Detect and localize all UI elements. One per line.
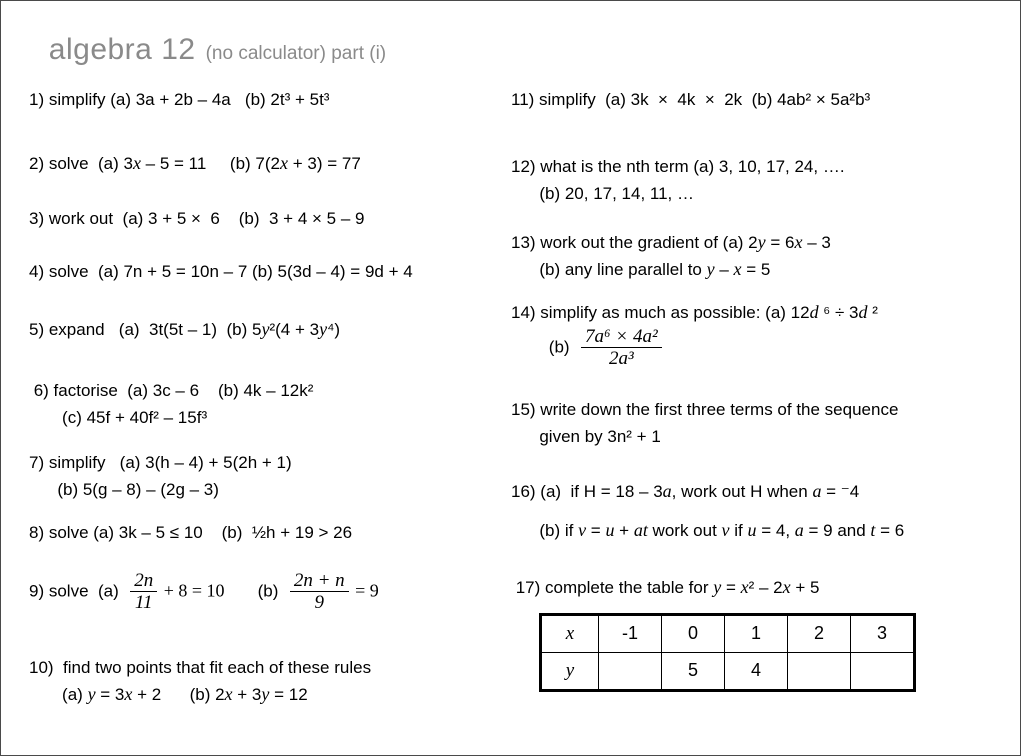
problem-text: (c) 45f + 40f² – 15f³ [29,408,208,427]
problem-text: + 5 [790,577,820,597]
right-column [511,86,1011,692]
problem-5 [29,316,507,343]
problem-12 [511,153,1011,207]
math-variable: x [224,683,233,704]
problem-6 [29,377,507,431]
problem-text: 4) solve (a) 7n + 5 = 10n – 7 (b) 5(3d – 4) = 9d + 4 [29,262,413,281]
problem-line [29,258,507,285]
problem-text: 11) simplify (a) 3k × 4k × 2k (b) 4ab² × 5a²b³ [511,90,871,109]
problem-text: + 3 [232,684,262,704]
math-variable: d [858,302,868,322]
problem-text: = 9 [350,580,379,601]
table-cell [599,652,662,690]
worksheet-title: algebra 12 [48,33,196,66]
problem-2 [29,150,507,177]
problem-text: 12) what is the nth term (a) 3, 10, 17, 24, …. [511,157,845,176]
problem-15 [511,396,1011,450]
fraction [288,570,351,614]
problem-line [511,574,1011,601]
problem-text: 1) simplify (a) 3a + 2b – 4a (b) 2t³ + 5t³ [29,90,330,109]
problem-16 [511,478,1011,544]
math-variable: at [633,519,648,540]
problem-line [29,205,507,232]
table-cell: 3 [851,614,915,652]
problem-text: (b) [511,337,580,357]
table-cell: 5 [662,652,725,690]
math-variable: y [261,319,270,339]
values-table [539,613,916,692]
math-variable: a [662,480,672,501]
problem-text: = 3 [95,684,125,704]
fraction [579,326,664,370]
math-variable: u [605,519,615,540]
fraction-denominator: 9 [314,592,324,614]
problem-line [29,377,507,404]
problem-1 [29,86,507,113]
problem-text: = 9 and [803,520,871,540]
table-cell [851,652,915,690]
problem-text: = 12 [269,684,308,704]
problem-line [29,316,507,343]
problem-line [511,256,1011,283]
problem-text: , work out H when [671,481,813,501]
math-variable: u [747,519,757,540]
math-variable: d [809,302,819,322]
problem-line [29,570,507,614]
problem-text: (b) 20, 17, 14, 11, … [511,184,694,203]
problem-text: 5) expand (a) 3t(5t – 1) (b) 5 [29,320,262,339]
problem-line [511,180,1011,207]
problem-line [511,153,1011,180]
problem-text: = ⁻4 [821,481,860,501]
problem-text: + 3) = 77 [288,154,361,173]
problem-text: (b) any line parallel to [511,260,707,279]
problem-text: 3) work out (a) 3 + 5 × 6 (b) 3 + 4 × 5 – 9 [29,209,365,228]
problem-line [29,519,507,546]
problem-text: ² – 2 [748,577,783,597]
problem-text: ⁶ ÷ 3 [818,303,859,322]
problem-text: if [729,520,748,540]
math-variable: a [794,519,804,540]
problem-line [511,423,1011,450]
problem-text: 14) simplify as much as possible: (a) 12 [511,303,810,322]
problem-text: + 8 = 10 [159,580,225,601]
problem-line [29,654,507,681]
left-column [29,86,507,708]
problem-line [511,478,1011,505]
table-cell: 4 [725,652,788,690]
problem-text: 16) (a) if H = 18 – 3 [511,481,663,501]
table-cell: 2 [788,614,851,652]
fraction [128,570,159,614]
problem-text: (b) if [511,520,579,540]
problems-right [511,86,1011,601]
problem-text: + [614,520,634,540]
fraction-numerator: 2n + n [290,570,349,592]
math-variable: x [124,683,133,704]
math-variable: x [733,259,742,279]
problem-7 [29,449,507,503]
problem-8 [29,519,507,546]
table-cell [788,652,851,690]
problem-text: work out [647,520,722,540]
problem-4 [29,258,507,285]
math-variable: x [782,576,791,597]
table-row [541,652,915,690]
problem-line [29,449,507,476]
fraction-denominator: 11 [134,592,153,614]
problem-line [511,229,1011,256]
math-variable: y [713,576,722,597]
math-variable: y [706,259,715,279]
math-variable: y [261,683,270,704]
problem-text: (a) [29,684,88,704]
problem-text: = 6 [875,520,905,540]
problem-text: 2) solve (a) 3 [29,154,133,173]
math-variable: y [87,683,96,704]
math-variable: y [757,232,766,252]
problem-line [511,326,1011,370]
problem-line [511,299,1011,326]
problem-line [511,396,1011,423]
page-title [31,15,386,85]
problems-left [29,86,507,708]
problem-line [29,404,507,431]
math-variable: v [578,519,587,540]
problem-line [511,86,1011,113]
problem-text: 9) solve (a) [29,581,129,601]
problem-text: 17) complete the table for [511,577,714,597]
math-variable: v [721,519,730,540]
problem-11 [511,86,1011,113]
math-variable: x [740,576,749,597]
problem-text: = 6 [765,233,795,252]
table-row [541,614,915,652]
problem-text: + 2 (b) 2 [132,684,225,704]
fraction-numerator: 2n [130,570,157,592]
problem-9 [29,570,507,614]
fraction-numerator: 7a⁶ × 4a² [581,326,662,348]
problem-10 [29,654,507,708]
problem-text: = 5 [741,260,771,279]
problem-text: = [721,577,741,597]
problem-text: 10) find two points that fit each of these rules [29,657,372,677]
fraction-denominator: 2a³ [608,348,634,370]
problem-text: ²(4 + 3 [269,320,320,339]
problem-text: ⁴) [327,320,341,339]
problem-text: 6) factorise (a) 3c – 6 (b) 4k – 12k² [29,381,314,400]
math-variable: x [132,153,141,173]
problem-17 [511,574,1011,601]
table-cell: 1 [725,614,788,652]
problem-text: – 5 = 11 (b) 7(2 [140,154,281,173]
problem-line [29,681,507,708]
problem-line [29,86,507,113]
values-table-body [541,614,915,690]
problem-text: (b) [224,581,288,601]
problem-text: 8) solve (a) 3k – 5 ≤ 10 (b) ½h + 19 > 26 [29,523,353,542]
math-variable: y [319,319,328,339]
problem-text: – 3 [802,233,831,252]
problem-line [29,476,507,503]
problem-text: given by 3n² + 1 [511,426,661,446]
table-row-label: y [541,652,599,690]
problem-text: 7) simplify (a) 3(h – 4) + 5(2h + 1) [29,453,292,472]
problem-text: = [586,520,606,540]
math-variable: t [870,519,876,540]
problem-text: ² [867,303,878,322]
table-row-label: x [541,614,599,652]
table-cell: 0 [662,614,725,652]
problem-line [29,150,507,177]
math-variable: x [794,232,803,252]
problem-text: 13) work out the gradient of (a) 2 [511,233,758,252]
problem-line [511,517,1011,544]
worksheet-subtitle: (no calculator) part (i) [205,43,387,64]
problem-14 [511,299,1011,370]
math-variable: x [280,153,289,173]
problem-text: = 4, [756,520,795,540]
table-cell: -1 [599,614,662,652]
math-variable: a [812,480,822,501]
problem-13 [511,229,1011,283]
problem-text: – [714,260,734,279]
problem-text: (b) 5(g – 8) – (2g – 3) [29,480,219,499]
problem-3 [29,205,507,232]
problem-text: 15) write down the first three terms of the sequence [511,399,899,419]
